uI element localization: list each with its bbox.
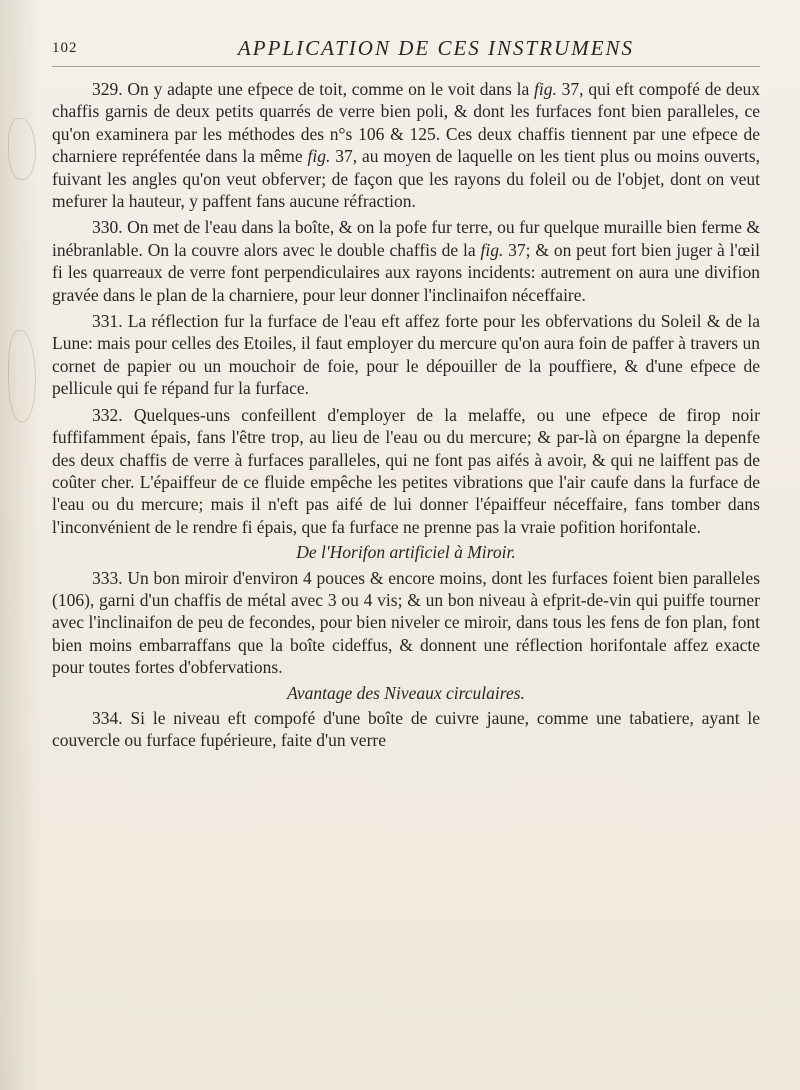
paragraph-number: 332. bbox=[92, 404, 123, 425]
paragraph-number: 333. bbox=[92, 567, 123, 588]
section-heading: De l'Horifon artificiel à Miroir. bbox=[296, 542, 516, 563]
section-heading: Avantage des Niveaux circulaires. bbox=[287, 682, 525, 703]
paragraph-text: Si le niveau eft compofé d'une boîte de cuivre jaune, comme une tabatiere, ayant le couvercle ou furface fupérieure, faite d'un verre bbox=[52, 707, 760, 751]
header-rule bbox=[52, 66, 760, 67]
paragraph-number: 330. bbox=[92, 217, 123, 238]
paragraph-text: La réflection fur la furface de l'eau eft affez forte pour les obfervations du Soleil & de la Lune: mais pour celles des Etoiles, il faut employer du mercure qu'on aura foin de paffer à travers un cornet de papier ou un mouchoir de foie, pour le dépouiller de la pouffiere, & d'une efpece de pellicule qui fe répand fur la furface. bbox=[52, 311, 760, 399]
paragraph-text: On met de l'eau dans la boîte, & on la pofe fur terre, ou fur quelque muraille bien ferme & inébranlable. On la couvre alors avec le double chaffis de la bbox=[52, 217, 760, 260]
paragraph-text: On y adapte une efpece de toit, comme on le voit dans la bbox=[122, 79, 535, 99]
page-number: 102 bbox=[52, 40, 78, 56]
paragraph-number: 334. bbox=[92, 707, 123, 728]
page-header bbox=[52, 36, 760, 66]
paragraph-text: Quelques-uns confeillent d'employer de la melaffe, ou une efpece de firop noir fuffifamment épais, fans l'être trop, au lieu de l'eau ou du mercure; & par-là on épargne la depenfe des deux chaffis de verre à furfaces paralleles, qui ne font pas aifés à avoir, & qui ne laiffent pas de coûter cher. L'épaiffeur de ce fluide empêche les petites vibrations que l'air caufe dans la furface de l'eau ou du mercure; mais il n'eft pas aifé de lui donner l'épaiffeur néceffaire, fans tomber dans l'inconvénient de le rendre fi épais, que fa furface ne prenne pas la vraie pofition horifontale. bbox=[52, 404, 760, 537]
paragraph-text: 37, au moyen de laquelle on les tient plus ou moins ouverts, fuivant les angles qu'on veut obferver; de façon que les rayons du foleil ou de l'objet, dont on veut mefurer la hauteur, y paffent fans aucune réfraction. bbox=[52, 146, 761, 212]
paragraph-text: 37, qui eft compofé de deux chaffis garnis de deux petits quarrés de verre bien poli, & dont les furfaces font bien paralleles, ce qu'on examinera par les méthodes des n°s 106 & 125. Ces deux chaffis tiennent par une efpece de charniere repréfentée dans la même bbox=[52, 79, 761, 167]
paragraph-number: 329. bbox=[92, 79, 123, 99]
paragraph bbox=[52, 310, 760, 400]
figure-reference: fig. bbox=[480, 239, 504, 260]
paragraph bbox=[52, 567, 760, 679]
paragraph bbox=[52, 404, 760, 538]
figure-reference: fig. bbox=[307, 146, 331, 167]
paragraph bbox=[52, 216, 760, 306]
figure-reference: fig. bbox=[534, 79, 557, 99]
paragraph-text: 37; & on peut fort bien juger à l'œil fi les quarreaux de verre font perpendiculaires aux rayons incidents: autrement on aura une divifion gravée dans le plan de la charniere, pour leur donner l'inclinaifon néceffaire. bbox=[52, 239, 760, 305]
paragraph bbox=[52, 707, 760, 752]
paragraph-text: Un bon miroir d'environ 4 pouces & encore moins, dont les furfaces foient bien paralleles (106), garni d'un chaffis de métal avec 3 ou 4 vis; & un bon niveau à efprit-de-vin qui puiffe tourner avec l'inclinaifon de peu de fecondes, pour bien niveler ce miroir, dans tous les fens de fon plan, font bien moins embarraffans que la boîte cideffus, & donnent une réflection horifontale affez exacte pour toutes fortes d'obfervations. bbox=[52, 567, 760, 678]
paragraph bbox=[52, 78, 760, 212]
running-head: APPLICATION DE CES INSTRUMENS bbox=[237, 36, 635, 60]
body-text bbox=[52, 78, 760, 752]
paragraph-number: 331. bbox=[92, 311, 123, 332]
